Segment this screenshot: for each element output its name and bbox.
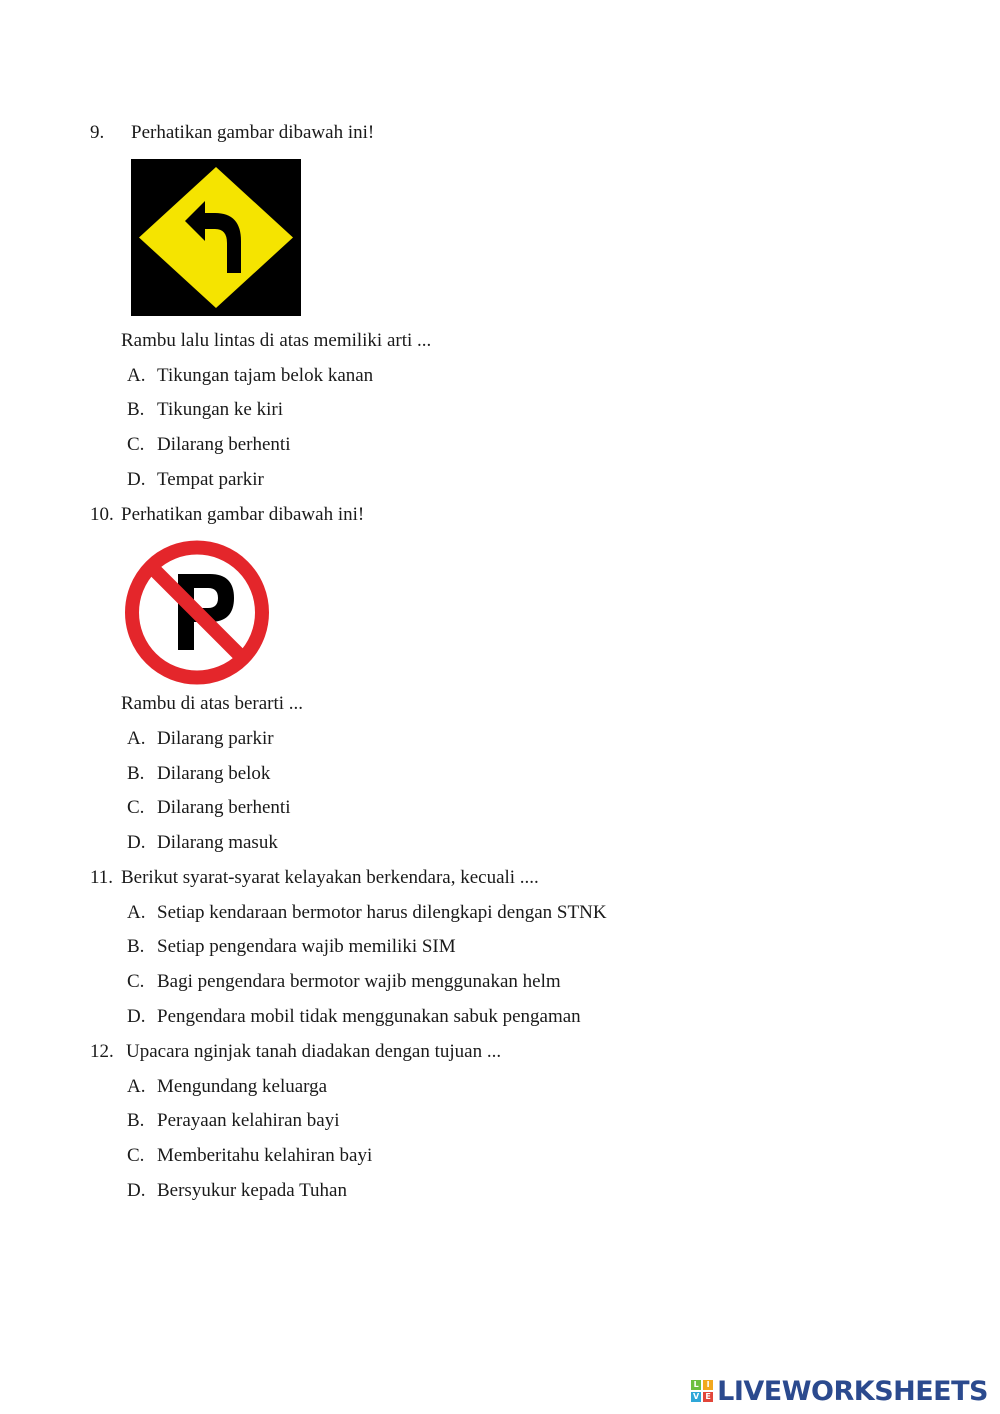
option-letter: D. — [127, 1006, 146, 1027]
logo-text: LIVEWORKSHEETS — [717, 1375, 988, 1407]
question-11-number: 11. — [90, 867, 114, 888]
option-text: Mengundang keluarga — [157, 1076, 328, 1097]
option-letter: B. — [127, 763, 145, 784]
option-letter: D. — [127, 832, 146, 853]
option-letter: D. — [127, 469, 146, 490]
option-text: Perayaan kelahiran bayi — [157, 1110, 340, 1131]
logo-mark-icon: L I V E — [691, 1380, 713, 1402]
question-12-number: 12. — [90, 1041, 114, 1062]
option-text: Dilarang belok — [157, 763, 271, 784]
option-letter: C. — [127, 434, 145, 455]
option-letter: B. — [127, 936, 145, 957]
curve-left-warning-sign-icon — [131, 159, 301, 316]
option-text: Memberitahu kelahiran bayi — [157, 1145, 373, 1166]
option-text: Tempat parkir — [157, 469, 264, 490]
option-text: Setiap pengendara wajib memiliki SIM — [157, 936, 456, 957]
question-9-prompt: Perhatikan gambar dibawah ini! — [131, 122, 375, 143]
option-text: Bagi pengendara bermotor wajib menggunakan helm — [157, 971, 561, 992]
question-9-text: Rambu lalu lintas di atas memiliki arti ... — [121, 330, 432, 351]
question-10-number: 10. — [90, 504, 114, 525]
option-text: Dilarang berhenti — [157, 434, 291, 455]
option-letter: D. — [127, 1180, 146, 1201]
liveworksheets-logo — [691, 1376, 988, 1406]
option-letter: A. — [127, 902, 146, 923]
question-9-number: 9. — [90, 122, 105, 143]
option-text: Setiap kendaraan bermotor harus dilengkapi dengan STNK — [157, 902, 607, 923]
option-text: Dilarang masuk — [157, 832, 278, 853]
option-letter: C. — [127, 971, 145, 992]
option-text: Pengendara mobil tidak menggunakan sabuk pengaman — [157, 1006, 581, 1027]
option-letter: B. — [127, 399, 145, 420]
option-text: Dilarang parkir — [157, 728, 274, 749]
option-letter: A. — [127, 728, 146, 749]
option-letter: B. — [127, 1110, 145, 1131]
option-text: Tikungan tajam belok kanan — [157, 365, 374, 386]
question-11-prompt: Berikut syarat-syarat kelayakan berkendara, kecuali .... — [121, 867, 539, 888]
option-letter: C. — [127, 797, 145, 818]
option-letter: C. — [127, 1145, 145, 1166]
option-text: Tikungan ke kiri — [157, 399, 283, 420]
option-text: Bersyukur kepada Tuhan — [157, 1180, 347, 1201]
option-letter: A. — [127, 1076, 146, 1097]
question-10-prompt: Perhatikan gambar dibawah ini! — [121, 504, 365, 525]
question-12-prompt: Upacara nginjak tanah diadakan dengan tujuan ... — [126, 1041, 502, 1062]
question-10-text: Rambu di atas berarti ... — [121, 693, 304, 714]
no-parking-sign-icon — [122, 540, 272, 685]
option-letter: A. — [127, 365, 146, 386]
option-text: Dilarang berhenti — [157, 797, 291, 818]
